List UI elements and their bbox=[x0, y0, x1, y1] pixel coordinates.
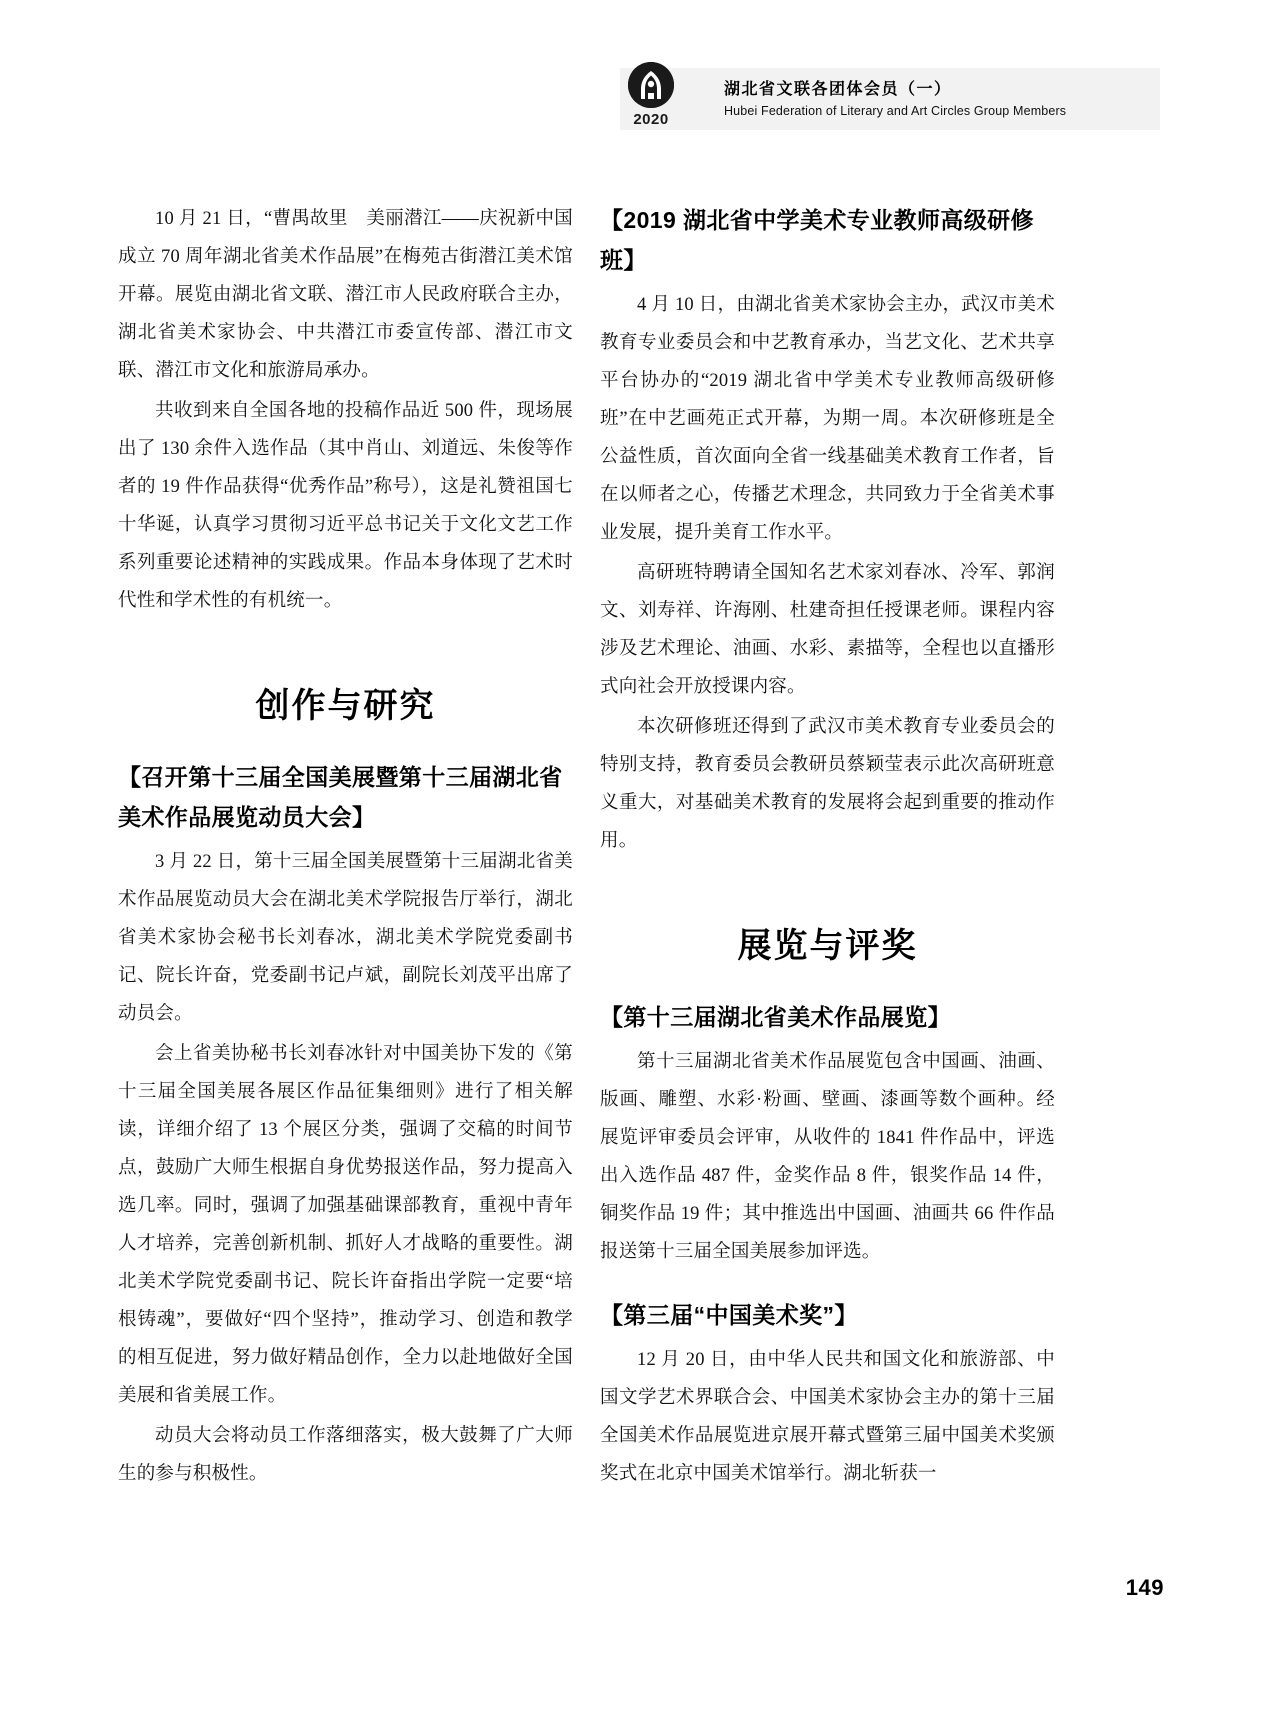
header-logo bbox=[608, 62, 694, 140]
paragraph: 3 月 22 日，第十三届全国美展暨第十三届湖北省美术作品展览动员大会在湖北美术学院报告厅举行，湖北省美术家协会秘书长刘春冰，湖北美术学院党委副书记、院长许奋，党委副书记卢斌，副院长刘茂平出席了动员会。 bbox=[118, 852, 573, 1024]
subsection-heading: 【第三届“中国美术奖”】 bbox=[600, 1302, 858, 1328]
section-heading: 创作与研究 bbox=[255, 687, 436, 725]
paragraph: 第十三届湖北省美术作品展览包含中国画、油画、版画、雕塑、水彩·粉画、壁画、漆画等数个画种。经展览评审委员会评审，从收件的 1841 件作品中，评选出入选作品 487 件，金奖作品 8 件，银奖作品 14 件，铜奖作品 19 件；其中推选出中国画、油画共 66 件作品报送第十三届全国美展参加评选。 bbox=[600, 1052, 1055, 1262]
left-column bbox=[118, 200, 573, 1495]
subsection-heading: 【2019 湖北省中学美术专业教师高级研修班】 bbox=[600, 207, 1034, 273]
paragraph: 共收到来自全国各地的投稿作品近 500 件，现场展出了 130 余件入选作品（其中肖山、刘道远、朱俊等作者的 19 件作品获得“优秀作品”称号），这是礼赞祖国七十华诞，认真学习贯彻习近平总书记关于文化文艺工作系列重要论述精神的实践成果。作品本身体现了艺术时代性和学术性的有机统一。 bbox=[118, 401, 573, 611]
page-number: 149 bbox=[1125, 1575, 1164, 1600]
right-column bbox=[600, 200, 1055, 1495]
header-title-en: Hubei Federation of Literary and Art Circles Group Members bbox=[724, 104, 1067, 119]
section-heading: 展览与评奖 bbox=[737, 927, 918, 965]
paragraph: 动员大会将动员工作落细落实，极大鼓舞了广大师生的参与积极性。 bbox=[118, 1426, 573, 1484]
page-header-band bbox=[620, 68, 1160, 130]
header-title-group bbox=[724, 80, 1066, 119]
paragraph: 本次研修班还得到了武汉市美术教育专业委员会的特别支持，教育委员会教研员蔡颖莹表示此次高研班意义重大，对基础美术教育的发展将会起到重要的推动作用。 bbox=[600, 717, 1055, 851]
header-logo-year: 2020 bbox=[633, 111, 669, 128]
subsection-heading: 【第十三届湖北省美术作品展览】 bbox=[600, 1004, 951, 1030]
paragraph: 会上省美协秘书长刘春冰针对中国美协下发的《第十三届全国美展各展区作品征集细则》进行了相关解读，详细介绍了 13 个展区分类，强调了交稿的时间节点，鼓励广大师生根据自身优势报送作品，努力提高入选几率。同时，强调了加强基础课部教育，重视中青年人才培养，完善创新机制、抓好人才战略的重要性。湖北美术学院党委副书记、院长许奋指出学院一定要“培根铸魂”，要做好“四个坚持”，推动学习、创造和教学的相互促进，努力做好精品创作，全力以赴地做好全国美展和省美展工作。 bbox=[118, 1044, 573, 1406]
paragraph: 4 月 10 日，由湖北省美术家协会主办，武汉市美术教育专业委员会和中艺教育承办，当艺文化、艺术共享平台协办的“2019 湖北省中学美术专业教师高级研修班”在中艺画苑正式开幕，为期一周。本次研修班是全公益性质，首次面向全省一线基础美术教育工作者，旨在以师者之心，传播艺术理念，共同致力于全省美术事业发展，提升美育工作水平。 bbox=[600, 295, 1055, 543]
header-title-cn: 湖北省文联各团体会员（一） bbox=[724, 80, 952, 98]
paragraph: 12 月 20 日，由中华人民共和国文化和旅游部、中国文学艺术界联合会、中国美术家协会主办的第十三届全国美术作品展览进京展开幕式暨第三届中国美术奖颁奖式在北京中国美术馆举行。湖北斩获一 bbox=[600, 1350, 1055, 1484]
paragraph: 高研班特聘请全国知名艺术家刘春冰、冷军、郭润文、刘寿祥、许海刚、杜建奇担任授课老师。课程内容涉及艺术理论、油画、水彩、素描等，全程也以直播形式向社会开放授课内容。 bbox=[600, 563, 1055, 697]
subsection-heading: 【召开第十三届全国美展暨第十三届湖北省美术作品展览动员大会】 bbox=[118, 764, 563, 830]
circular-emblem-icon bbox=[628, 62, 674, 108]
paragraph: 10 月 21 日，“曹禺故里 美丽潜江——庆祝新中国成立 70 周年湖北省美术作品展”在梅苑古街潜江美术馆开幕。展览由湖北省文联、潜江市人民政府联合主办，湖北省美术家协会、中共潜江市委宣传部、潜江市文联、潜江市文化和旅游局承办。 bbox=[118, 209, 573, 381]
